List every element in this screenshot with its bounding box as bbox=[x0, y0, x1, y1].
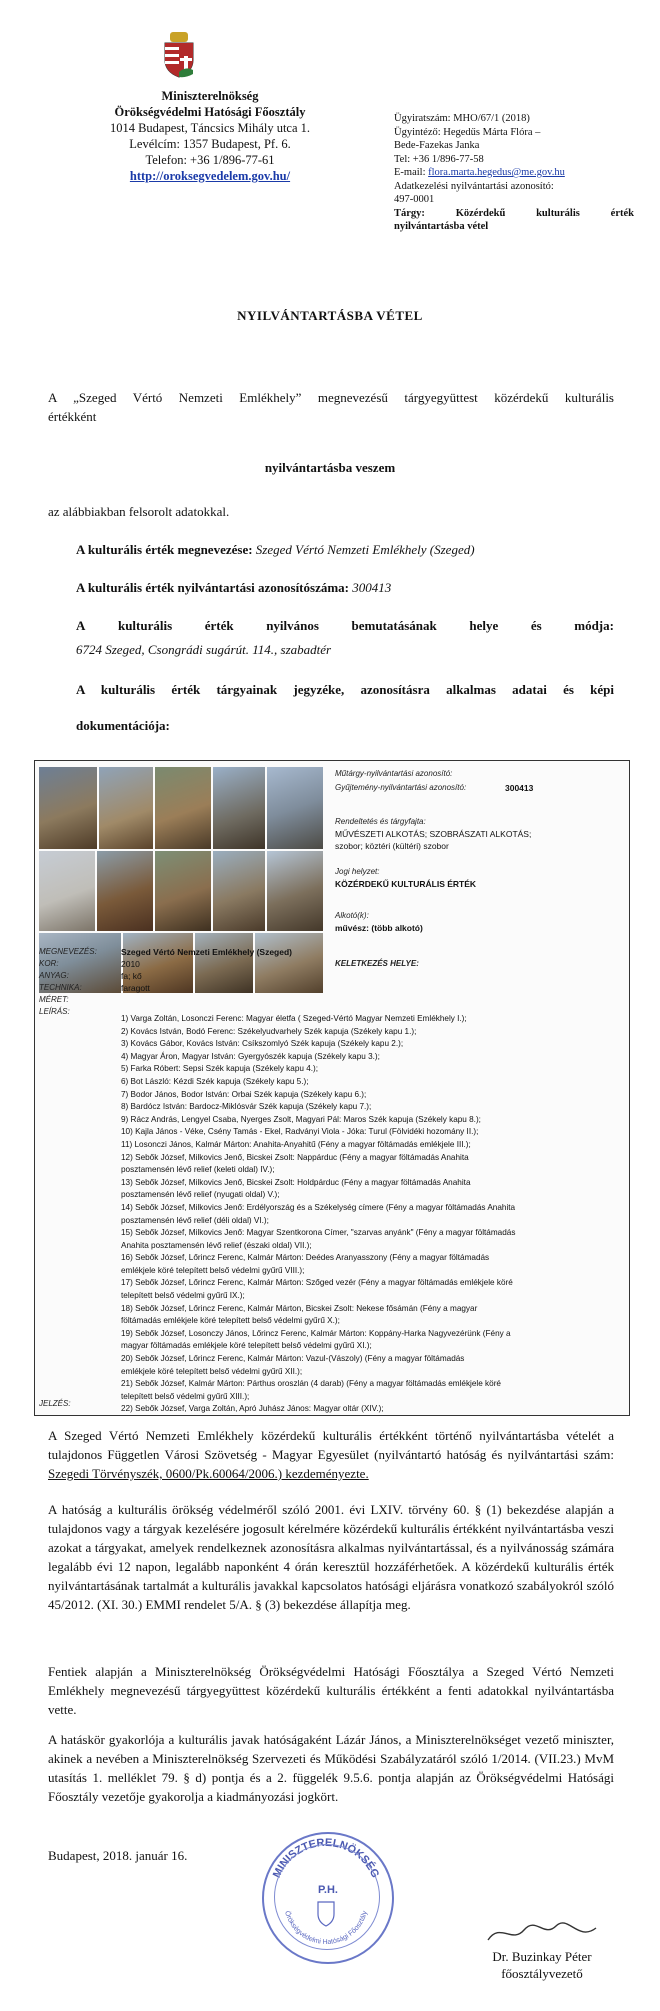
description-entry: telepített belső védelmi gyűrű IX.); bbox=[121, 1291, 245, 1301]
decision-paragraph: Fentiek alapján a Miniszterelnökség Örökségvédelmi Hatósági Főosztálya a Szeged Vértó Nemzeti Emlékhely megnevezésű tárgyegyüttest közérdekű kulturális értékként a fenti adatokkal nyilvántartásba vette. bbox=[48, 1664, 614, 1717]
subject-word: kulturális bbox=[536, 207, 580, 219]
intro-line-1: A „Szeged Vértó Nemzeti Emlékhely” megnevezésű tárgyegyüttest közérdekű kulturális bbox=[48, 390, 614, 405]
description-entry: 13) Sebők József, Milkovics Jenő, Bicskei Zsolt: Holdpárduc (Fény a magyar föltámadás Anahita bbox=[121, 1177, 471, 1187]
material-value: fa; kő bbox=[121, 971, 142, 981]
intro-line-3: az alábbiakban felsorolt adatokkal. bbox=[48, 504, 230, 519]
value-name-line bbox=[76, 540, 614, 559]
subject-word: Közérdekű bbox=[455, 207, 506, 219]
description-entry: föltámadás emlékjele köré telepített belső védelmi gyűrű X.); bbox=[121, 1316, 340, 1326]
era-label: KOR: bbox=[39, 959, 59, 968]
artwork-id-label: Műtárgy-nyilvántartási azonosító: bbox=[335, 769, 453, 778]
org-phone: Telefon: +36 1/896-77-61 bbox=[145, 153, 275, 167]
photo-thumbnail bbox=[213, 851, 265, 931]
description-entry: 14) Sebők József, Milkovics Jenő: Erdélyország és a Székelység címere (Fény a magyar föltámadás Anahita bbox=[121, 1202, 516, 1212]
signatory-role: főosztályvezető bbox=[501, 1966, 583, 1981]
description-entry: 19) Sebők József, Losonczy János, Lőrincz Ferenc, Kalmár Márton: Koppány-Harka Nagyvezérünk (Fény a bbox=[121, 1328, 511, 1338]
size-label: MÉRET: bbox=[39, 995, 69, 1004]
purpose-value: MŰVÉSZETI ALKOTÁS; SZOBRÁSZATI ALKOTÁS; bbox=[335, 829, 532, 839]
data-mgmt-id-value: 497-0001 bbox=[394, 194, 435, 205]
display-place-label bbox=[76, 616, 614, 635]
purpose-label: Rendeltetés és tárgyfajta: bbox=[335, 817, 426, 826]
value-id-label: A kulturális érték nyilvántartási azonosítószáma: bbox=[76, 580, 353, 595]
coat-of-arms-icon bbox=[162, 32, 196, 78]
email-link[interactable]: flora.marta.hegedus@me.gov.hu bbox=[428, 167, 565, 178]
description-entry: posztamensén lévő relief (déli oldal) VI.); bbox=[121, 1215, 269, 1225]
description-entry: 15) Sebők József, Milkovics Jenő: Magyar Szentkorona Címer, "szarvas anyánk" (Fény a magyar föltámadás bbox=[121, 1228, 516, 1238]
photo-thumbnail bbox=[155, 851, 211, 931]
description-entry: 11) Losonczi János, Kalmár Márton: Anahita-Anyahitű (Fény a magyar föltámadás emlékjele III.); bbox=[121, 1139, 471, 1149]
technique-label: TECHNIKA: bbox=[39, 983, 82, 992]
official-stamp bbox=[262, 1832, 394, 1964]
label-word: nyilvános bbox=[266, 618, 319, 633]
label-word: helye bbox=[469, 618, 499, 633]
description-entry: 20) Sebők József, Lőrincz Ferenc, Kalmár Márton: Vazul-(Vászoly) (Fény a magyar föltámadás bbox=[121, 1354, 465, 1364]
description-entry: 9) Rácz András, Lengyel Csaba, Nyerges Zsolt, Magyari Pál: Maros Szék kapuja (Székely kapu 8.); bbox=[121, 1114, 481, 1124]
display-place-value: 6724 Szeged, Csongrádi sugárút. 114., szabadtér bbox=[76, 642, 332, 657]
legal-basis-paragraph: A hatóság a kulturális örökség védelméről szóló 2001. évi LXIV. törvény 60. § (1) bekezdése alapján a tulajdonos vagy a tárgyak kezelésére jogosult kérelmére közérdekű kulturális értékként nyilvántartásba veszi azokat a tárgyakat, amelyek rendelkeznek azonosításra alkalmas nyilvántartással, és a nyilvánosság számára legalább évi 12 napon, legalább naponként 4 órán keresztül hozzáférhetőek. A közérdekű kulturális érték nyilvántartásának tartalmát a kulturális javakkal kapcsolatos hatósági eljárásra vonatkozó szabályokról szóló 45/2012. (XI. 30.) EMMI rendelet 5/A. § (3) bekezdése állapítja meg. bbox=[48, 1502, 614, 1612]
origin-place-label: KELETKEZÉS HELYE: bbox=[335, 959, 419, 968]
photo-thumbnail bbox=[39, 767, 97, 849]
record-card bbox=[34, 760, 630, 1416]
creator-label: Alkotó(k): bbox=[335, 911, 369, 920]
value-name-label: A kulturális érték megnevezése: bbox=[76, 542, 256, 557]
intro-line-2: értékként bbox=[48, 409, 97, 424]
label-word: módja: bbox=[574, 618, 614, 633]
collection-id-label: Gyűjtemény-nyilvántartási azonosító: bbox=[335, 783, 467, 792]
label-word: és bbox=[530, 618, 542, 633]
label-word: bemutatásának bbox=[351, 618, 437, 633]
photo-thumbnail bbox=[213, 767, 265, 849]
description-entry: Anahita posztamensén lévő relief (északi oldal) VII.); bbox=[121, 1240, 312, 1250]
description-entry: 6) Bot László: Kézdi Szék kapuja (Székely kapu 5.); bbox=[121, 1076, 309, 1086]
case-number: Ügyiratszám: MHO/67/1 (2018) bbox=[394, 113, 530, 124]
stamp-ring-text-2: Örökségvédelmi Hatósági Főosztály bbox=[283, 1910, 369, 1947]
value-id: 300413 bbox=[352, 580, 392, 595]
technique-value: faragott bbox=[121, 983, 150, 993]
item-list-heading: A kulturális érték tárgyainak jegyzéke, azonosításra alkalmas adatai és képi bbox=[76, 682, 614, 697]
org-mail: Levélcím: 1357 Budapest, Pf. 6. bbox=[129, 137, 291, 151]
description-entry: 18) Sebők József, Lőrincz Ferenc, Kalmár Márton, Bicskei Zsolt: Nekese fősámán (Fény a magyar bbox=[121, 1303, 478, 1313]
creator-value: művész: (több alkotó) bbox=[335, 923, 423, 933]
stamp-inner-ring bbox=[274, 1844, 380, 1950]
description-entry: 12) Sebők József, Milkovics Jenő, Bicskei Zsolt: Nappárduc (Fény a magyar föltámadás Anahita bbox=[121, 1152, 469, 1162]
data-mgmt-id: Adatkezelési nyilvántartási azonosító: bbox=[394, 180, 554, 192]
case-officer: Ügyintéző: Hegedűs Márta Flóra – bbox=[394, 126, 541, 138]
description-entry: 5) Farka Róbert: Sepsi Szék kapuja (Székely kapu 4.); bbox=[121, 1064, 319, 1074]
description-entry: 8) Bardócz István: Bardocz-Miklósvár Szék kapuja (Székely kapu 7.); bbox=[121, 1102, 372, 1112]
document-title: NYILVÁNTARTÁSBA VÉTEL bbox=[237, 308, 423, 323]
subject-word: Tárgy: bbox=[394, 207, 425, 219]
description-entry: 21) Sebők József, Kalmár Márton: Párthus oroszlán (4 darab) (Fény a magyar föltámadás emlékjele köré bbox=[121, 1379, 501, 1389]
collection-id-value: 300413 bbox=[505, 783, 534, 793]
item-list-heading-2: dokumentációja: bbox=[76, 718, 170, 733]
label-word: érték bbox=[204, 618, 234, 633]
registry-reference: Szegedi Törvényszék, 0600/Pk.60064/2006.) kezdeményezte. bbox=[48, 1466, 369, 1481]
authority-paragraph: A hatáskör gyakorlója a kulturális javak hatóságaként Lázár János, a Miniszterelnökséget vezető miniszter, akinek a nevében a Miniszterelnökség Szervezeti és Működési Szabályzatáról szóló 1/2014. (VII.23.) MvM utasítás 1. melléklet 79. § d) pontja és a 2. függelék 9.5.6. pontja alapján az Örökségvédelmi Hatósági Főosztály vezetője gyakorolja a kiadmányozási jogkört. bbox=[48, 1732, 614, 1804]
material-label: ANYAG: bbox=[39, 971, 69, 980]
intro-paragraph bbox=[48, 388, 614, 426]
value-id-line bbox=[76, 578, 614, 597]
era-value: 2010 bbox=[121, 959, 140, 969]
signature-block bbox=[452, 1948, 632, 1982]
issuer-block bbox=[70, 88, 350, 184]
name-label: MEGNEVEZÉS: bbox=[39, 947, 97, 956]
legal-status-label: Jogi helyzet: bbox=[335, 867, 380, 876]
legal-status-value: KÖZÉRDEKŰ KULTURÁLIS ÉRTÉK bbox=[335, 879, 477, 889]
stamp-ring-text: MINISZTERELNÖKSÉG bbox=[270, 1836, 382, 1880]
case-tel: Tel: +36 1/896-77-58 bbox=[394, 153, 484, 165]
name-value: Szeged Vértó Nemzeti Emlékhely (Szeged) bbox=[121, 947, 292, 957]
description-entry: 7) Bodor János, Bodor István: Orbai Szék kapuja (Székely kapu 6.); bbox=[121, 1089, 367, 1099]
value-name: Szeged Vértó Nemzeti Emlékhely (Szeged) bbox=[255, 542, 475, 557]
description-entry: 3) Kovács Gábor, Kovács István: Csíkszomlyó Szék kapuja (Székely kapu 2.); bbox=[121, 1039, 404, 1049]
org-name-line2: Örökségvédelmi Hatósági Főosztály bbox=[114, 105, 306, 119]
label-word: kulturális bbox=[117, 618, 173, 633]
description-entry: magyar föltámadás emlékjele köré telepített belső védelmi gyűrű XI.); bbox=[121, 1341, 372, 1351]
photo-thumbnail bbox=[155, 767, 211, 849]
subject-word: érték bbox=[610, 207, 634, 219]
photo-thumbnail bbox=[195, 933, 253, 993]
register-statement: nyilvántartásba veszem bbox=[264, 460, 396, 475]
org-address: 1014 Budapest, Táncsics Mihály utca 1. bbox=[109, 121, 311, 135]
photo-thumbnail bbox=[39, 851, 95, 931]
photo-thumbnail bbox=[255, 933, 323, 993]
photo-thumbnail bbox=[267, 851, 323, 931]
handwritten-signature-icon bbox=[482, 1918, 602, 1948]
subject-line bbox=[394, 207, 634, 221]
marking-label: JELZÉS: bbox=[39, 1399, 71, 1408]
signatory-name: Dr. Buzinkay Péter bbox=[492, 1949, 592, 1964]
display-place bbox=[76, 640, 614, 659]
case-email bbox=[394, 166, 634, 180]
initiation-paragraph bbox=[48, 1426, 614, 1483]
description-entry: telepített belső védelmi gyűrű XIII.); bbox=[121, 1391, 250, 1401]
description-entry: 17) Sebők József, Lőrincz Ferenc, Kalmár Márton: Szőged vezér (Fény a magyar föltámadás emlékjele köré bbox=[121, 1278, 513, 1288]
org-website-link[interactable]: http://oroksegvedelem.gov.hu/ bbox=[129, 169, 291, 183]
description-entry: 2) Kovács István, Bodó Ferenc: Székelyudvarhely Szék kapuja (Székely kapu 1.); bbox=[121, 1026, 417, 1036]
label-word: A bbox=[76, 618, 86, 633]
email-label: E-mail: bbox=[394, 167, 429, 178]
purpose-value-2: szobor; köztéri (kültéri) szobor bbox=[335, 841, 449, 851]
initiation-text: A Szeged Vértó Nemzeti Emlékhely közérdekű kulturális értékként történő nyilvántartásba vételét a tulajdonos Független Városi Szövetség - Magyar Egyesület (nyilvántartó hatóság és nyilvántartási szám: bbox=[48, 1428, 614, 1462]
description-entry: posztamensén lévő relief (nyugati oldal) V.); bbox=[121, 1190, 280, 1200]
description-entry: posztamensén lévő relief (keleti oldal) IV.); bbox=[121, 1165, 275, 1175]
subject-line-2: nyilvántartásba vétel bbox=[394, 221, 489, 232]
date-line: Budapest, 2018. január 16. bbox=[48, 1848, 188, 1863]
description-entry: 4) Magyar Áron, Magyar István: Gyergyószék kapuja (Székely kapu 3.); bbox=[121, 1051, 380, 1061]
case-meta-block bbox=[394, 112, 634, 234]
stamp-initials: P.H. bbox=[318, 1884, 338, 1896]
description-list bbox=[121, 1013, 621, 1416]
photo-thumbnail bbox=[97, 851, 153, 931]
description-entry: emlékjele köré telepített belső védelmi gyűrű XII.); bbox=[121, 1366, 303, 1376]
description-entry: 10) Kajla János - Véke, Csény Tamás - Ekel, Radványi Viola - Jóka: Turul (Fölvidéki hozomány II.); bbox=[121, 1127, 479, 1137]
description-entry: emlékjele köré telepített belső védelmi gyűrű VIII.); bbox=[121, 1265, 305, 1275]
photo-thumbnail bbox=[267, 767, 323, 849]
case-officer-2: Bede-Fazekas Janka bbox=[394, 140, 480, 151]
description-entry: 1) Varga Zoltán, Losonczi Ferenc: Magyar életfa ( Szeged-Vértó Magyar Nemzeti Emlékhely I.); bbox=[121, 1014, 467, 1023]
description-entry: 16) Sebők József, Lőrincz Ferenc, Kalmár Márton: Deédes Aranyasszony (Fény a magyar föltámadás bbox=[121, 1253, 490, 1263]
org-name-line1: Miniszterelnökség bbox=[161, 89, 259, 103]
description-entry: 22) Sebők József, Varga Zoltán, Apró Juhász János: Magyar oltár (XIV.); bbox=[121, 1404, 384, 1414]
description-label: LEÍRÁS: bbox=[39, 1007, 70, 1016]
photo-thumbnail bbox=[99, 767, 153, 849]
